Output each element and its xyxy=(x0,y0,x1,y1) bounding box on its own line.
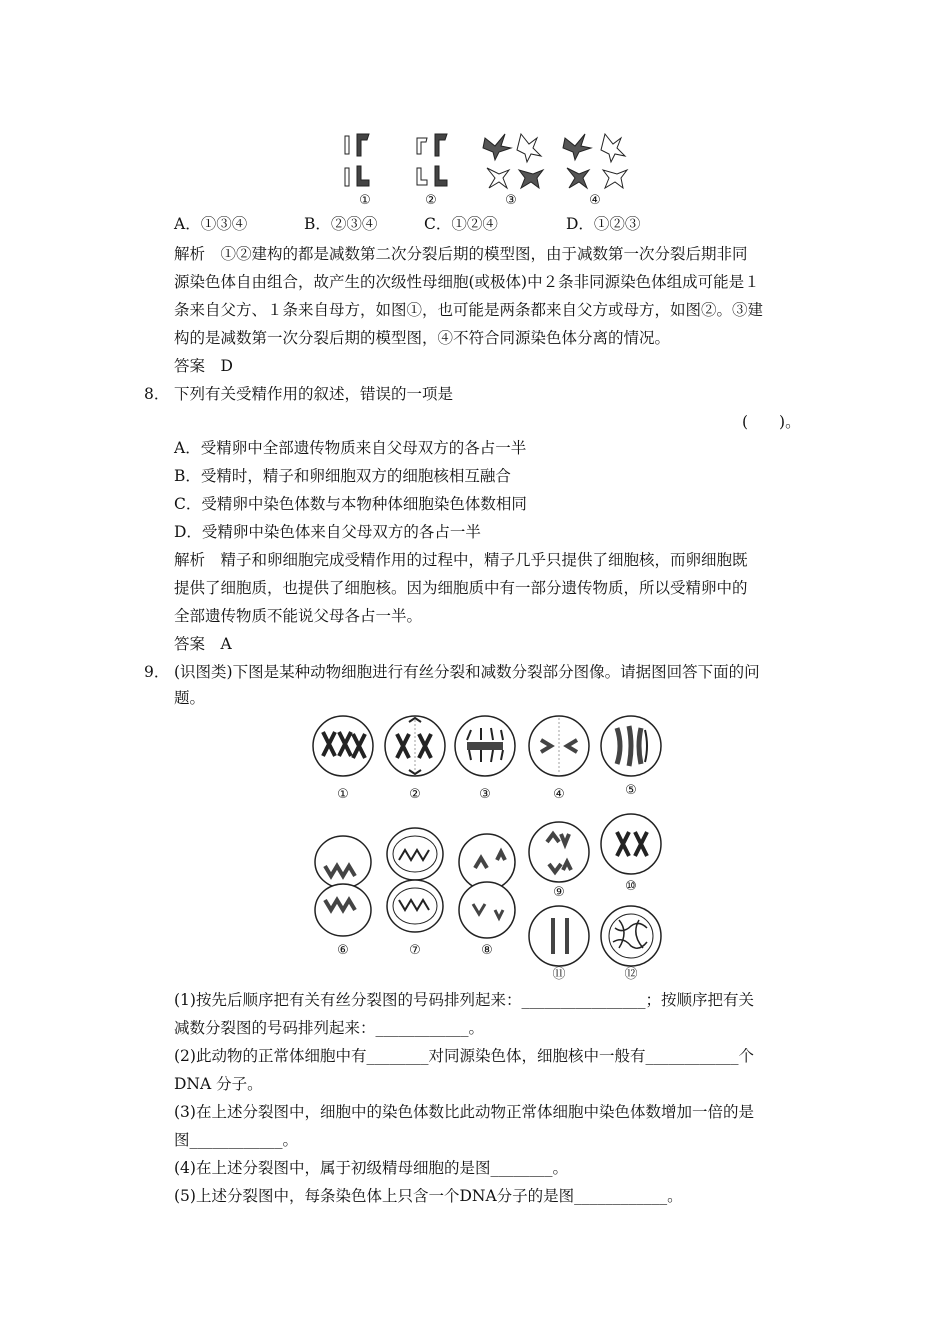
q8-option-c: C．受精卵中染色体数与本物种体细胞染色体数相同 xyxy=(174,495,527,513)
fig2-label-9: ⑨ xyxy=(553,885,565,900)
fig1-label-4: ④ xyxy=(589,193,601,208)
q8-option-a: A．受精卵中全部遗传物质来自父母双方的各占一半 xyxy=(174,439,527,457)
q9-question-2a: (2)此动物的正常体细胞中有________对同源染色体，细胞核中一般有____________个 xyxy=(174,1047,754,1065)
cell-2 xyxy=(385,716,445,776)
cell-4 xyxy=(529,716,589,776)
q7-option-d: D．①②③ xyxy=(566,215,641,233)
fig1-label-1: ① xyxy=(359,193,371,208)
fig2-label-10: ⑩ xyxy=(625,879,637,894)
cell-5 xyxy=(601,716,661,776)
q9-question-1b: 减数分裂图的号码排列起来：____________。 xyxy=(174,1019,485,1037)
q8-answer-paren: ( )。 xyxy=(742,413,801,431)
fig2-label-3: ③ xyxy=(479,787,491,802)
cell-6 xyxy=(315,810,399,936)
q9-question-5: (5)上述分裂图中，每条染色体上只含一个DNA分子的是图____________。 xyxy=(174,1187,683,1205)
q9-question-2b: DNA 分子。 xyxy=(174,1075,263,1093)
q9-question-1a: (1)按先后顺序把有关有丝分裂图的号码排列起来：________________；按顺序把有关 xyxy=(174,991,754,1009)
cell-8 xyxy=(459,834,515,938)
chromosome-model-figure xyxy=(335,124,645,210)
cell-7 xyxy=(387,828,443,932)
cell-10 xyxy=(601,814,661,874)
q7-analysis-line-4: 构的是减数第一次分裂后期的模型图，④不符合同源染色体分离的情况。 xyxy=(174,329,671,347)
q9-question-4: (4)在上述分裂图中，属于初级精母细胞的是图________。 xyxy=(174,1159,568,1177)
q8-answer: 答案 A xyxy=(174,635,232,653)
fig2-label-8: ⑧ xyxy=(481,943,493,958)
cell-12 xyxy=(601,906,661,966)
cell-11 xyxy=(529,906,589,966)
q9-question-3a: (3)在上述分裂图中，细胞中的染色体数比此动物正常体细胞中染色体数增加一倍的是 xyxy=(174,1103,754,1121)
fig2-label-4: ④ xyxy=(553,787,565,802)
model-1 xyxy=(345,134,369,186)
q7-analysis-line-3: 条来自父方、１条来自母方，如图①，也可能是两条都来自父方或母方，如图②。③建 xyxy=(174,301,764,319)
fig2-label-7: ⑦ xyxy=(409,943,421,958)
q8-number: 8． xyxy=(144,385,170,403)
q9-number: 9． xyxy=(144,663,170,681)
model-4 xyxy=(563,134,627,188)
fig2-label-2: ② xyxy=(409,787,421,802)
fig2-label-11: ⑪ xyxy=(552,967,566,980)
cell-1 xyxy=(313,716,373,776)
fig2-label-12: ⑫ xyxy=(624,967,638,980)
q8-option-b: B．受精时，精子和卵细胞双方的细胞核相互融合 xyxy=(174,467,511,485)
fig2-label-5: ⑤ xyxy=(625,783,637,798)
q7-analysis-line-1: 解析 ①②建构的都是减数第二次分裂后期的模型图，由于减数第一次分裂后期非同 xyxy=(174,245,748,263)
q7-answer: 答案 D xyxy=(174,357,233,375)
model-2 xyxy=(417,134,447,186)
q7-option-a: A．①③④ xyxy=(174,215,248,233)
model-3 xyxy=(483,134,543,188)
q7-option-b: B．②③④ xyxy=(304,215,378,233)
q9-stem-line-1: (识图类)下图是某种动物细胞进行有丝分裂和减数分裂部分图像。请据图回答下面的问 xyxy=(174,663,760,681)
q8-analysis-line-2: 提供了细胞质，也提供了细胞核。因为细胞质中有一部分遗传物质，所以受精卵中的 xyxy=(174,579,748,597)
q8-stem: 下列有关受精作用的叙述，错误的一项是 xyxy=(174,385,454,403)
cell-3 xyxy=(455,716,515,776)
fig2-label-1: ① xyxy=(337,787,349,802)
fig1-label-3: ③ xyxy=(505,193,517,208)
q9-stem-line-2: 题。 xyxy=(174,689,206,707)
q8-option-d: D．受精卵中染色体来自父母双方的各占一半 xyxy=(174,523,481,541)
q9-question-3b: 图____________。 xyxy=(174,1131,299,1149)
fig2-label-6: ⑥ xyxy=(337,943,349,958)
fig1-label-2: ② xyxy=(425,193,437,208)
q7-option-c: C．①②④ xyxy=(424,215,498,233)
q7-analysis-line-2: 源染色体自由组合，故产生的次级性母细胞(或极体)中２条非同源染色体组成可能是１ xyxy=(174,273,760,291)
q8-analysis-line-3: 全部遗传物质不能说父母各占一半。 xyxy=(174,607,423,625)
cell-division-figure xyxy=(305,714,675,980)
cell-9 xyxy=(529,822,589,882)
q8-analysis-line-1: 解析 精子和卵细胞完成受精作用的过程中，精子几乎只提供了细胞核，而卵细胞既 xyxy=(174,551,748,569)
